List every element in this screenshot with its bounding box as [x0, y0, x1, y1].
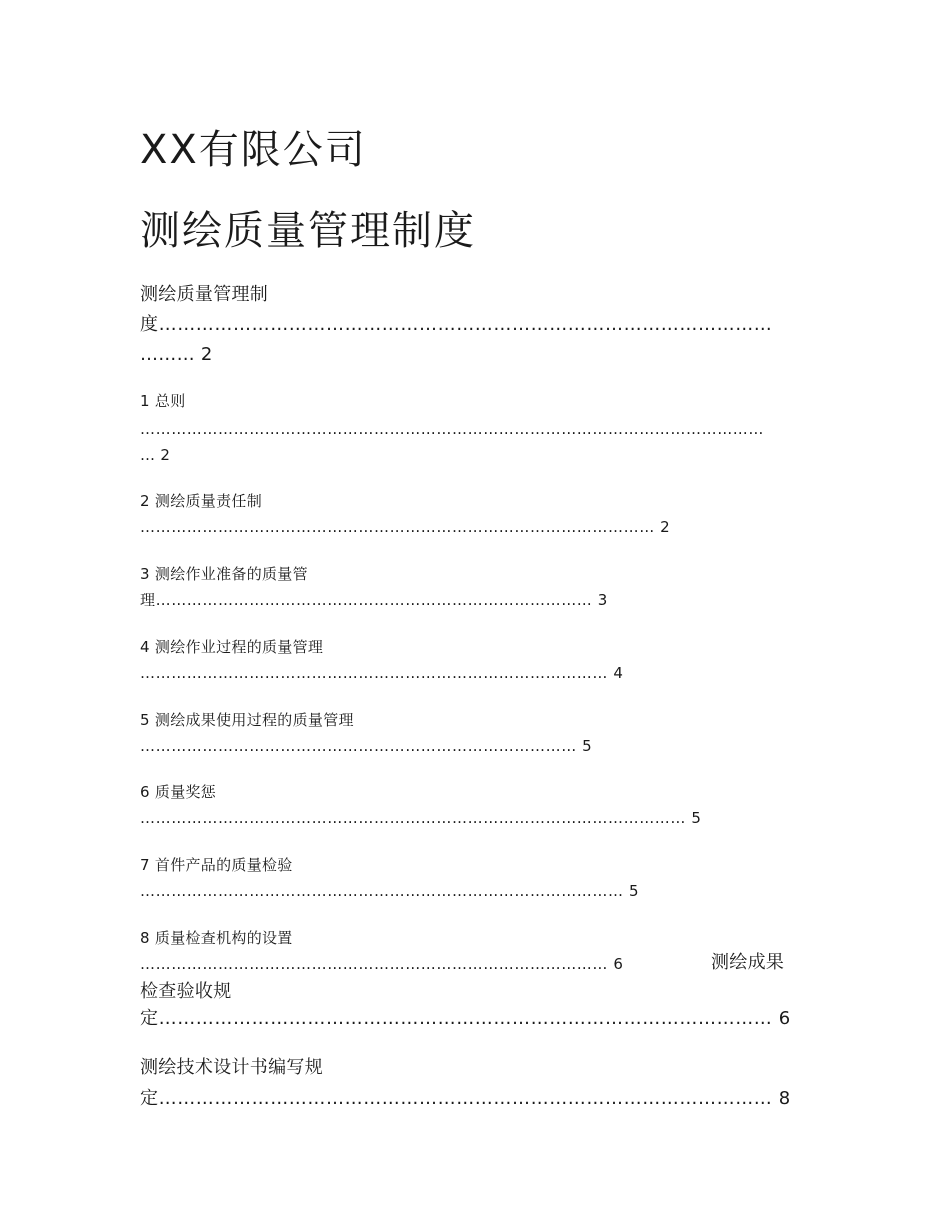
toc-entry-leader[interactable]: …………………………………………………………………………………………………………	[140, 420, 764, 438]
toc-entry-text[interactable]: 测绘成果	[711, 952, 785, 973]
toc-entry-leader[interactable]: 定……………………………………………………………………………………… 8	[140, 1088, 791, 1109]
toc-entry-leader[interactable]: 理………………………………………………………………………… 3	[140, 591, 608, 609]
toc-entry-page[interactable]: ……… 2	[140, 344, 213, 365]
toc-entry-leader[interactable]: ……………………………………………………………………………… 6	[140, 955, 624, 973]
toc-entry-leader[interactable]: ……………………………………………………………………………… 4	[140, 664, 624, 682]
company-title: XX有限公司	[140, 127, 367, 173]
toc-entry-leader[interactable]: ……………………………………………………………………………………… 2	[140, 518, 671, 536]
toc-entry-text[interactable]: 8 质量检查机构的设置	[140, 929, 293, 947]
toc-entry-text[interactable]: 3 测绘作业准备的质量管	[140, 565, 308, 583]
toc-entry-text[interactable]: 1 总则	[140, 392, 186, 410]
toc-entry-text[interactable]: 测绘质量管理制	[140, 284, 269, 305]
toc-entry-leader[interactable]: …………………………………………………………………………………………… 5	[140, 809, 702, 827]
toc-entry-leader[interactable]: 度………………………………………………………………………………………	[140, 314, 773, 335]
toc-entry-text[interactable]: 4 测绘作业过程的质量管理	[140, 638, 324, 656]
toc-entry-text[interactable]: 5 测绘成果使用过程的质量管理	[140, 711, 354, 729]
toc-entry-leader[interactable]: 定……………………………………………………………………………………… 6	[140, 1008, 791, 1029]
main-title: 测绘质量管理制度	[140, 208, 476, 254]
toc-entry-leader[interactable]: ………………………………………………………………………… 5	[140, 737, 593, 755]
toc-entry-page[interactable]: … 2	[140, 446, 171, 464]
toc-entry-text[interactable]: 2 测绘质量责任制	[140, 492, 263, 510]
toc-entry-text[interactable]: 7 首件产品的质量检验	[140, 856, 293, 874]
toc-entry-text[interactable]: 6 质量奖惩	[140, 783, 217, 801]
toc-entry-text[interactable]: 检查验收规	[140, 981, 232, 1002]
toc-entry-text[interactable]: 测绘技术设计书编写规	[140, 1057, 323, 1078]
toc-entry-leader[interactable]: ………………………………………………………………………………… 5	[140, 882, 640, 900]
